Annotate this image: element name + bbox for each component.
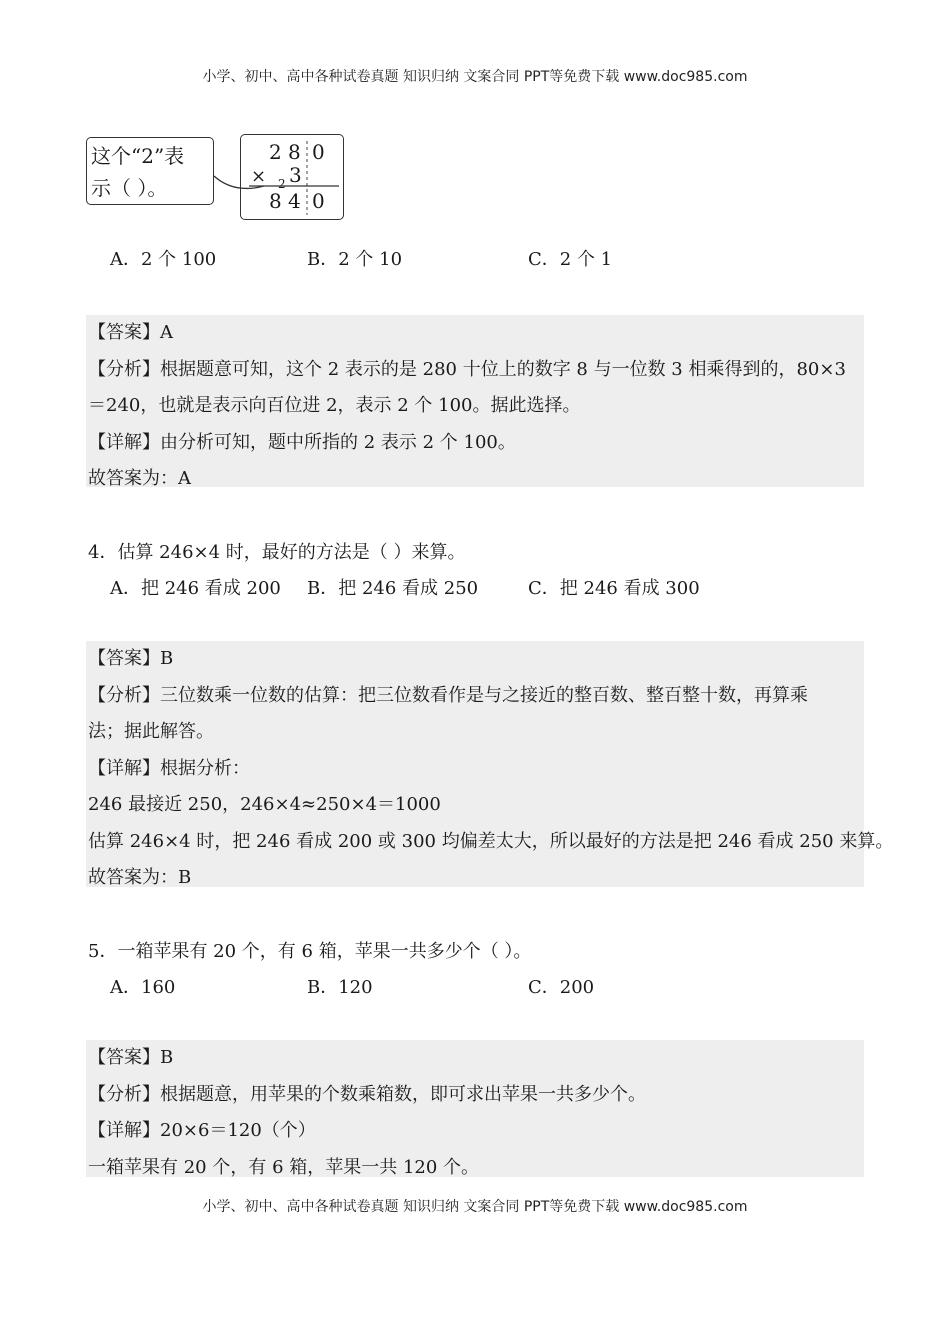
q3-option-b[interactable]: B．2 个 10 (307, 249, 403, 270)
q5-analysis-line: 【分析】根据题意，用苹果的个数乘箱数，即可求出苹果一共多少个。 (88, 1083, 646, 1105)
q3-conclusion-line: 故答案为：A (88, 468, 191, 489)
q4-detail-explain-line: 估算 246×4 时，把 246 看成 200 或 300 均偏差太大，所以最好的方法是把 246 看成 250 来算。 (88, 830, 894, 852)
q4-detail-calc-line: 246 最接近 250，246×4≈250×4＝1000 (88, 794, 441, 815)
q3-answer-block (86, 315, 864, 487)
q4-option-c[interactable]: C．把 246 看成 300 (528, 578, 700, 599)
callout-line-2: 示（ ）。 (91, 176, 168, 200)
q5-conclusion-line: 一箱苹果有 20 个，有 6 箱，苹果一共 120 个。 (88, 1156, 480, 1178)
q3-option-c[interactable]: C．2 个 1 (528, 249, 613, 270)
q4-detail-line: 【详解】根据分析： (88, 757, 250, 779)
calc-carry-digit: 2 (278, 177, 286, 191)
page-footer: 小学、初中、高中各种试卷真题 知识归纳 文案合同 PPT等免费下载 www.doc985.com (202, 1199, 748, 1215)
q5-question: 5．一箱苹果有 20 个，有 6 箱，苹果一共多少个（ ）。 (88, 941, 532, 962)
calc-row3-tens: 4 (288, 189, 301, 213)
vertical-multiplication-box (240, 134, 344, 220)
q3-analysis-line: 【分析】根据题意可知，这个 2 表示的是 280 十位上的数字 8 与一位数 3 相乘得到的，80×3 (88, 358, 846, 380)
calc-row1-ones: 0 (312, 140, 325, 164)
q5-option-a[interactable]: A．160 (110, 977, 176, 998)
q3-option-a[interactable]: A．2 个 100 (110, 249, 217, 270)
calc-row3-ones: 0 (312, 189, 325, 213)
calc-row1-tens: 8 (288, 140, 301, 164)
q3-analysis-line-cont: ＝240，也就是表示向百位进 2，表示 2 个 100。据此选择。 (88, 395, 581, 416)
q4-analysis-line-cont: 法；据此解答。 (88, 721, 214, 742)
q5-option-c[interactable]: C．200 (528, 977, 595, 998)
q4-conclusion-line: 故答案为：B (88, 867, 192, 888)
q5-answer-line: 【答案】B (88, 1047, 174, 1068)
q5-option-b[interactable]: B．120 (307, 977, 373, 998)
q4-analysis-line: 【分析】三位数乘一位数的估算：把三位数看作是与之接近的整百数、整百整十数，再算乘 (88, 684, 808, 706)
callout-line-1: 这个“2”表 (91, 144, 185, 168)
calc-times-sign: × (251, 166, 267, 187)
callout-note-box (86, 137, 214, 205)
q4-answer-block (86, 641, 894, 888)
calc-row3-hundreds: 8 (269, 189, 282, 213)
q5-answer-block (86, 1040, 864, 1177)
q4-question: 4．估算 246×4 时，最好的方法是（ ）来算。 (88, 542, 466, 563)
q4-option-b[interactable]: B．把 246 看成 250 (307, 578, 479, 599)
calc-multiplier-digit: 3 (289, 163, 302, 187)
q4-option-a[interactable]: A．把 246 看成 200 (110, 578, 281, 599)
calc-row1-hundreds: 2 (269, 140, 282, 164)
page-header: 小学、初中、高中各种试卷真题 知识归纳 文案合同 PPT等免费下载 www.doc985.com (202, 69, 748, 85)
q3-answer-line: 【答案】A (88, 322, 173, 343)
q3-detail-line: 【详解】由分析可知，题中所指的 2 表示 2 个 100。 (88, 431, 516, 453)
q5-detail-line: 【详解】20×6＝120（个） (88, 1120, 316, 1141)
q4-answer-line: 【答案】B (88, 648, 174, 669)
